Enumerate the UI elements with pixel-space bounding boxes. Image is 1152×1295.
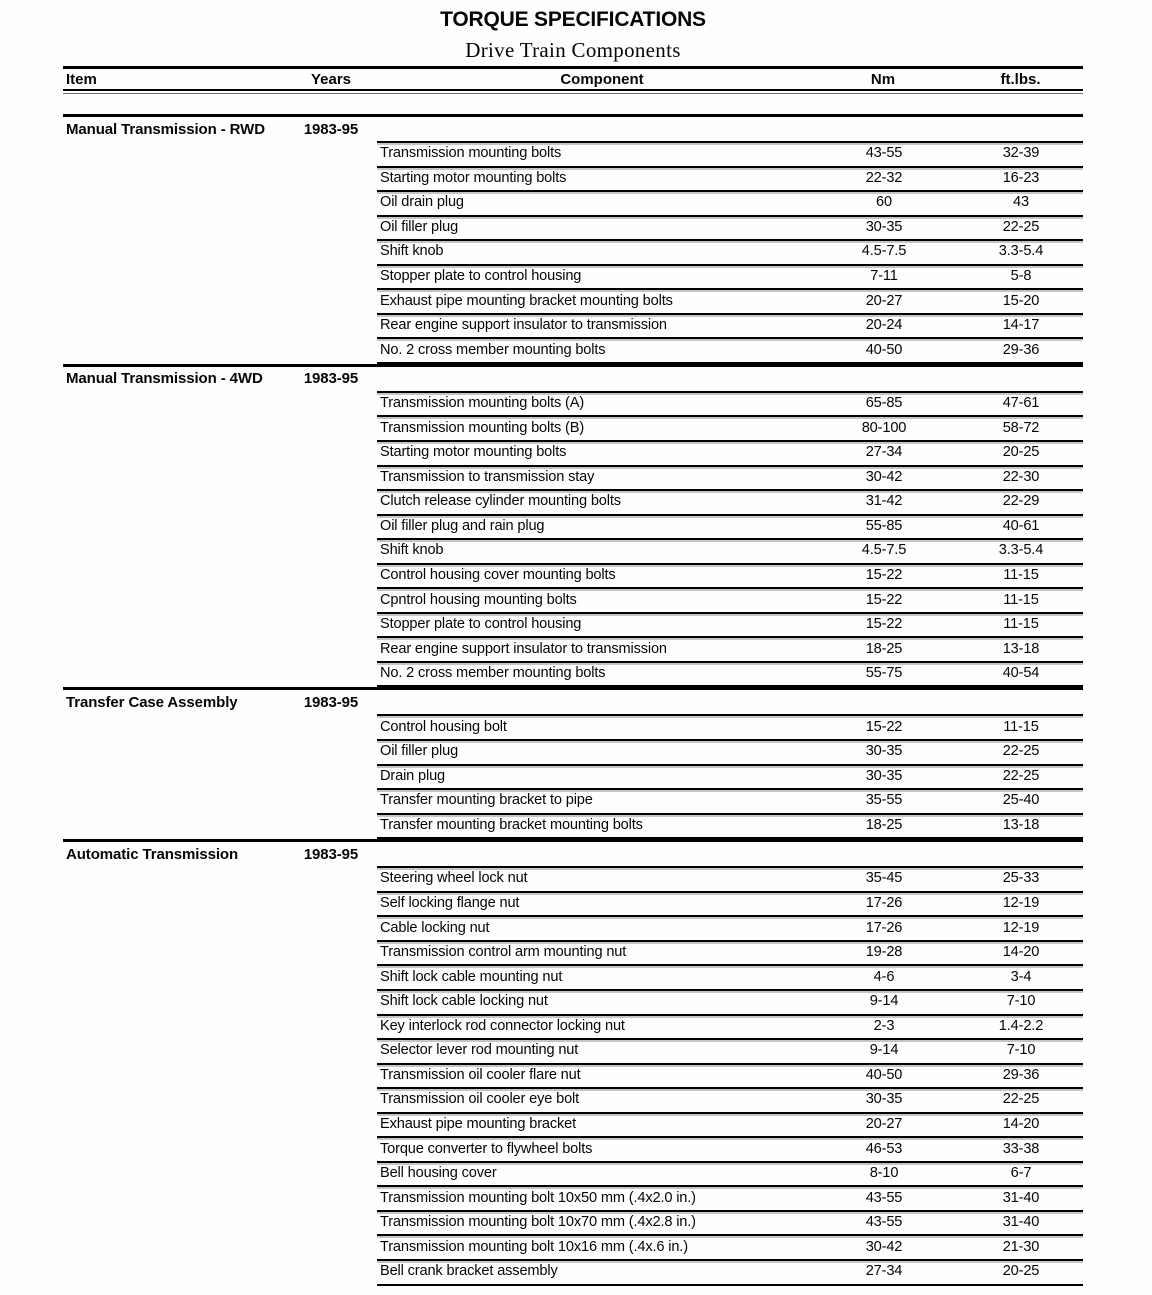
- section-header-row: [63, 117, 1083, 141]
- row-nm-value: 30-35: [865, 743, 903, 760]
- row-nm-value: 55-75: [865, 665, 903, 682]
- row-nm-value: 20-24: [865, 317, 903, 334]
- table-row: [377, 739, 1083, 764]
- row-ftlbs-value: 22-25: [1002, 1091, 1040, 1108]
- row-ftlbs-value: 1.4-2.2: [998, 1017, 1044, 1034]
- row-ftlbs-value: 22-25: [1002, 218, 1040, 235]
- table-row: [377, 264, 1083, 289]
- row-ftlbs-value: 31-40: [1002, 1189, 1040, 1206]
- column-header-item: Item: [66, 70, 97, 88]
- row-ftlbs-value: 14-20: [1002, 944, 1040, 961]
- row-nm-value: 30-35: [865, 1091, 903, 1108]
- row-nm-value: 35-45: [865, 870, 903, 887]
- table-section: [63, 687, 1083, 839]
- table-row: [377, 1112, 1083, 1137]
- row-component-label: Bell crank bracket assembly: [380, 1263, 558, 1280]
- row-nm-value: 4-6: [873, 968, 895, 985]
- table-row: [377, 915, 1083, 940]
- table-row: [377, 1063, 1083, 1088]
- row-nm-value: 15-22: [865, 616, 903, 633]
- column-header-component: Component: [560, 70, 644, 88]
- row-ftlbs-value: 14-17: [1002, 317, 1040, 334]
- table-row: [377, 866, 1083, 891]
- row-component-label: Shift lock cable mounting nut: [380, 968, 563, 985]
- row-component-label: Steering wheel lock nut: [380, 870, 528, 887]
- row-nm-value: 15-22: [865, 718, 903, 735]
- row-nm-value: 40-50: [865, 341, 903, 358]
- row-component-label: Starting motor mounting bolts: [380, 444, 567, 461]
- table-row: [377, 288, 1083, 313]
- row-nm-value: 27-34: [865, 444, 903, 461]
- row-nm-value: 2-3: [873, 1017, 895, 1034]
- table-row: [377, 636, 1083, 661]
- row-component-label: Transmission mounting bolt 10x16 mm (.4x.6 in.): [380, 1238, 688, 1255]
- row-ftlbs-value: 20-25: [1002, 1263, 1040, 1280]
- table-row: [377, 788, 1083, 813]
- row-component-label: Shift knob: [380, 542, 444, 559]
- section-rows: [377, 141, 1083, 364]
- section-item-label: Automatic Transmission: [66, 845, 239, 863]
- row-ftlbs-value: 25-33: [1002, 870, 1040, 887]
- row-component-label: Transfer mounting bracket mounting bolts: [380, 816, 643, 833]
- section-header-row: [63, 842, 1083, 866]
- row-nm-value: 55-85: [865, 517, 903, 534]
- page-subtitle: Drive Train Components: [465, 38, 681, 62]
- row-ftlbs-value: 11-15: [1003, 591, 1039, 608]
- row-ftlbs-value: 40-54: [1002, 665, 1040, 682]
- table-row: [377, 465, 1083, 490]
- row-component-label: Oil filler plug: [380, 743, 459, 760]
- row-component-label: Transmission mounting bolts: [380, 145, 562, 162]
- table-row: [377, 1185, 1083, 1210]
- section-years-value: 1983-95: [303, 370, 359, 388]
- table-row: [377, 891, 1083, 916]
- row-ftlbs-value: 12-19: [1002, 895, 1040, 912]
- page-title: TORQUE SPECIFICATIONS: [440, 8, 706, 31]
- row-component-label: Cpntrol housing mounting bolts: [380, 591, 577, 608]
- row-component-label: No. 2 cross member mounting bolts: [380, 665, 606, 682]
- table-row: [377, 661, 1083, 686]
- row-ftlbs-value: 11-15: [1003, 718, 1039, 735]
- row-component-label: Starting motor mounting bolts: [380, 169, 567, 186]
- row-component-label: Transmission mounting bolt 10x50 mm (.4x2.0 in.): [380, 1189, 696, 1206]
- section-rows: [377, 714, 1083, 839]
- row-ftlbs-value: 22-30: [1002, 468, 1040, 485]
- row-nm-value: 30-42: [865, 468, 903, 485]
- row-ftlbs-value: 12-19: [1002, 919, 1040, 936]
- row-ftlbs-value: 15-20: [1002, 292, 1040, 309]
- row-nm-value: 46-53: [865, 1140, 903, 1157]
- row-nm-value: 60: [876, 194, 892, 211]
- row-component-label: Transmission mounting bolts (B): [380, 419, 585, 436]
- row-ftlbs-value: 6-7: [1010, 1165, 1032, 1182]
- table-row: [377, 964, 1083, 989]
- row-component-label: Oil drain plug: [380, 194, 464, 211]
- row-ftlbs-value: 11-15: [1003, 567, 1039, 584]
- table-section: [63, 839, 1083, 1285]
- row-component-label: Cable locking nut: [380, 919, 490, 936]
- column-header-nm: Nm: [870, 70, 896, 88]
- table-row: [377, 215, 1083, 240]
- row-ftlbs-value: 29-36: [1002, 1066, 1040, 1083]
- row-component-label: Oil filler plug and rain plug: [380, 517, 545, 534]
- row-component-label: Drain plug: [380, 767, 446, 784]
- row-nm-value: 35-55: [865, 792, 903, 809]
- table-row: [377, 714, 1083, 739]
- table-row: [377, 563, 1083, 588]
- column-header-years: Years: [310, 70, 352, 88]
- row-nm-value: 4.5-7.5: [861, 542, 907, 559]
- table-row: [377, 166, 1083, 191]
- header-underline: [63, 93, 1083, 94]
- row-ftlbs-value: 58-72: [1002, 419, 1040, 436]
- row-nm-value: 30-35: [865, 767, 903, 784]
- row-nm-value: 43-55: [865, 145, 903, 162]
- row-component-label: Clutch release cylinder mounting bolts: [380, 493, 621, 510]
- row-nm-value: 15-22: [865, 567, 903, 584]
- table-row: [377, 989, 1083, 1014]
- row-component-label: Rear engine support insulator to transmission: [380, 640, 667, 657]
- section-years-value: 1983-95: [303, 120, 359, 138]
- table-row: [377, 538, 1083, 563]
- row-nm-value: 80-100: [861, 419, 907, 436]
- row-ftlbs-value: 14-20: [1002, 1115, 1040, 1132]
- row-nm-value: 15-22: [865, 591, 903, 608]
- row-component-label: Stopper plate to control housing: [380, 268, 582, 284]
- row-nm-value: 30-42: [865, 1238, 903, 1255]
- table-row: [377, 514, 1083, 539]
- row-nm-value: 9-14: [869, 1042, 899, 1059]
- row-component-label: Control housing bolt: [380, 718, 507, 735]
- row-nm-value: 17-26: [865, 919, 903, 936]
- row-nm-value: 9-14: [869, 993, 899, 1010]
- row-component-label: Transmission mounting bolt 10x70 mm (.4x2.8 in.): [380, 1214, 696, 1231]
- table-row: [377, 313, 1083, 338]
- table-section: [63, 364, 1083, 688]
- row-nm-value: 31-42: [865, 493, 903, 510]
- row-ftlbs-value: 40-61: [1002, 517, 1040, 534]
- row-nm-value: 22-32: [865, 169, 903, 186]
- row-nm-value: 8-10: [869, 1165, 899, 1182]
- row-ftlbs-value: 31-40: [1002, 1214, 1040, 1231]
- row-component-label: Stopper plate to control housing: [380, 616, 582, 633]
- table-row: [377, 391, 1083, 416]
- row-component-label: Transmission oil cooler flare nut: [380, 1066, 581, 1083]
- row-nm-value: 20-27: [865, 292, 903, 309]
- row-ftlbs-value: 16-23: [1002, 169, 1040, 186]
- table-row: [377, 612, 1083, 637]
- row-ftlbs-value: 13-18: [1002, 816, 1040, 833]
- table-row: [377, 1136, 1083, 1161]
- row-nm-value: 43-55: [865, 1214, 903, 1231]
- row-ftlbs-value: 22-25: [1002, 743, 1040, 760]
- row-component-label: Selector lever rod mounting nut: [380, 1042, 579, 1059]
- row-component-label: Key interlock rod connector locking nut: [380, 1017, 625, 1034]
- section-item-label: Transfer Case Assembly: [66, 693, 238, 711]
- row-component-label: Shift lock cable locking nut: [380, 993, 548, 1010]
- row-component-label: Exhaust pipe mounting bracket mounting bolts: [380, 292, 673, 309]
- table-row: [377, 489, 1083, 514]
- row-nm-value: 19-28: [865, 944, 903, 961]
- table-row: [377, 1161, 1083, 1186]
- row-nm-value: 17-26: [865, 895, 903, 912]
- table-body: [63, 114, 1083, 1286]
- table-header-row: [63, 66, 1083, 91]
- table-row: [377, 440, 1083, 465]
- row-nm-value: 18-25: [865, 816, 903, 833]
- row-component-label: Transmission to transmission stay: [380, 468, 595, 485]
- row-component-label: Torque converter to flywheel bolts: [380, 1140, 593, 1157]
- row-ftlbs-value: 3.3-5.4: [998, 542, 1044, 559]
- table-row: [377, 1087, 1083, 1112]
- section-years-value: 1983-95: [303, 693, 359, 711]
- table-row: [377, 1014, 1083, 1039]
- row-ftlbs-value: 22-25: [1002, 767, 1040, 784]
- row-nm-value: 20-27: [865, 1115, 903, 1132]
- row-ftlbs-value: 22-29: [1002, 493, 1040, 510]
- row-ftlbs-value: 47-61: [1002, 395, 1040, 412]
- row-component-label: Transmission oil cooler eye bolt: [380, 1091, 580, 1108]
- row-ftlbs-value: 20-25: [1002, 444, 1040, 461]
- row-ftlbs-value: 13-18: [1002, 640, 1040, 657]
- row-nm-value: 30-35: [865, 218, 903, 235]
- row-ftlbs-value: 11-15: [1003, 616, 1039, 633]
- row-component-label: Control housing cover mounting bolts: [380, 567, 616, 584]
- column-header-ftlbs: ft.lbs.: [1000, 70, 1041, 88]
- row-nm-value: 40-50: [865, 1066, 903, 1083]
- row-component-label: Transmission control arm mounting nut: [380, 944, 627, 961]
- section-rows: [377, 391, 1083, 688]
- table-row: [377, 141, 1083, 166]
- table-row: [377, 1259, 1083, 1284]
- row-ftlbs-value: 33-38: [1002, 1140, 1040, 1157]
- table-row: [377, 337, 1083, 362]
- row-nm-value: 43-55: [865, 1189, 903, 1206]
- row-ftlbs-value: 7-10: [1006, 993, 1036, 1010]
- row-component-label: Bell housing cover: [380, 1165, 497, 1182]
- row-ftlbs-value: 43: [1013, 194, 1029, 211]
- table-row: [377, 190, 1083, 215]
- torque-spec-table: [63, 66, 1083, 1286]
- row-ftlbs-value: 32-39: [1002, 145, 1040, 162]
- row-nm-value: 27-34: [865, 1263, 903, 1280]
- table-row: [377, 587, 1083, 612]
- table-row: [377, 1234, 1083, 1259]
- row-ftlbs-value: 7-10: [1006, 1042, 1036, 1059]
- row-ftlbs-value: 21-30: [1002, 1238, 1040, 1255]
- table-row: [377, 1038, 1083, 1063]
- row-ftlbs-value: 5-8: [1010, 268, 1032, 284]
- table-section: [63, 114, 1083, 364]
- row-nm-value: 65-85: [865, 395, 903, 412]
- section-header-row: [63, 690, 1083, 714]
- row-ftlbs-value: 3-4: [1010, 968, 1032, 985]
- row-ftlbs-value: 3.3-5.4: [998, 243, 1044, 260]
- section-item-label: Manual Transmission - 4WD: [66, 370, 263, 388]
- row-component-label: Exhaust pipe mounting bracket: [380, 1115, 577, 1132]
- row-component-label: No. 2 cross member mounting bolts: [380, 341, 606, 358]
- row-ftlbs-value: 29-36: [1002, 341, 1040, 358]
- row-component-label: Oil filler plug: [380, 218, 459, 235]
- row-component-label: Shift knob: [380, 243, 444, 260]
- row-component-label: Rear engine support insulator to transmission: [380, 317, 667, 334]
- section-item-label: Manual Transmission - RWD: [66, 120, 265, 138]
- table-row: [377, 239, 1083, 264]
- row-nm-value: 4.5-7.5: [861, 243, 907, 260]
- row-ftlbs-value: 25-40: [1002, 792, 1040, 809]
- table-row: [377, 940, 1083, 965]
- table-row: [377, 415, 1083, 440]
- row-component-label: Transfer mounting bracket to pipe: [380, 792, 593, 809]
- table-row: [377, 764, 1083, 789]
- table-row: [377, 813, 1083, 838]
- section-rows: [377, 866, 1083, 1285]
- table-row: [377, 1210, 1083, 1235]
- section-header-row: [63, 367, 1083, 391]
- section-years-value: 1983-95: [303, 845, 359, 863]
- row-nm-value: 18-25: [865, 640, 903, 657]
- row-component-label: Transmission mounting bolts (A): [380, 395, 585, 412]
- row-nm-value: 7-11: [870, 268, 898, 284]
- row-component-label: Self locking flange nut: [380, 895, 520, 912]
